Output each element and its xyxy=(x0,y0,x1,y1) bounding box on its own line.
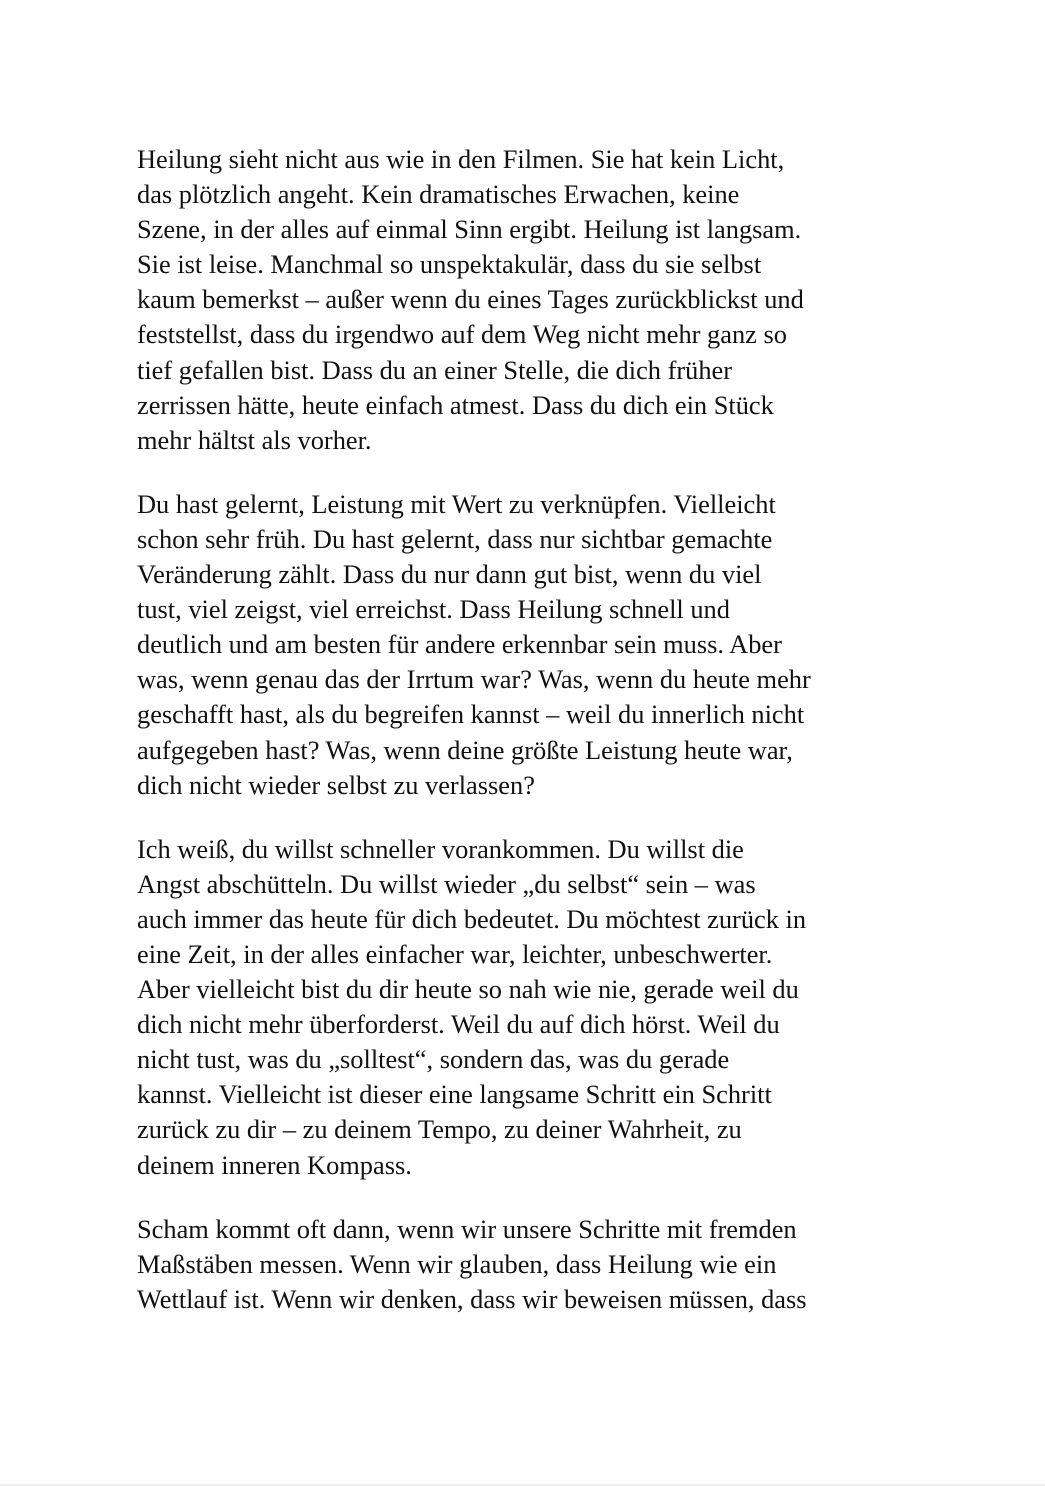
text-line: Ich weiß, du willst schneller vorankommen. Du willst die xyxy=(137,833,744,864)
text-line: feststellst, dass du irgendwo auf dem Weg nicht mehr ganz so xyxy=(137,319,787,350)
text-line: Heilung sieht nicht aus wie in den Filmen. Sie hat kein Licht, xyxy=(137,144,785,174)
text-line: tust, viel zeigst, viel erreichst. Dass Heilung schnell und xyxy=(137,594,730,625)
text-line: deinem inneren Kompass. xyxy=(137,1149,412,1180)
text-line: tief gefallen bist. Dass du an einer Stelle, die dich früher xyxy=(137,354,733,385)
paragraph-3 xyxy=(137,832,927,1183)
text-line: deutlich und am besten für andere erkennbar sein muss. Aber xyxy=(137,629,782,660)
body-text xyxy=(137,142,927,1346)
text-line: das plötzlich angeht. Kein dramatisches Erwachen, keine xyxy=(137,179,740,210)
text-line: eine Zeit, in der alles einfacher war, leichter, unbeschwerter. xyxy=(137,938,773,969)
text-line: Wettlauf ist. Wenn wir denken, dass wir beweisen müssen, dass xyxy=(137,1283,807,1314)
text-line: Scham kommt oft dann, wenn wir unsere Schritte mit fremden xyxy=(137,1213,797,1244)
text-line: aufgegeben hast? Was, wenn deine größte Leistung heute war, xyxy=(137,734,793,765)
text-line: auch immer das heute für dich bedeutet. Du möchtest zurück in xyxy=(137,903,807,934)
text-line: zerrissen hätte, heute einfach atmest. Dass du dich ein Stück xyxy=(137,389,774,420)
text-line: Maßstäben messen. Wenn wir glauben, dass Heilung wie ein xyxy=(137,1248,777,1279)
text-line: dich nicht wieder selbst zu verlassen? xyxy=(137,769,535,800)
text-line: dich nicht mehr überforderst. Weil du auf dich hörst. Weil du xyxy=(137,1009,780,1040)
text-line: zurück zu dir – zu deinem Tempo, zu deiner Wahrheit, zu xyxy=(137,1114,742,1145)
text-line: Aber vielleicht bist du dir heute so nah wie nie, gerade weil du xyxy=(137,974,799,1005)
text-line: Szene, in der alles auf einmal Sinn ergibt. Heilung ist langsam. xyxy=(137,214,802,245)
text-line: nicht tust, was du „solltest“, sondern das, was du gerade xyxy=(137,1044,730,1075)
paragraph-1 xyxy=(137,142,927,458)
paragraph-4 xyxy=(137,1212,927,1317)
text-line: Angst abschütteln. Du willst wieder „du selbst“ sein – was xyxy=(137,868,756,899)
text-line: Sie ist leise. Manchmal so unspektakulär, dass du sie selbst xyxy=(137,249,762,280)
text-line: schon sehr früh. Du hast gelernt, dass nur sichtbar gemachte xyxy=(137,523,773,554)
text-line: kannst. Vielleicht ist dieser eine langsame Schritt ein Schritt xyxy=(137,1079,772,1110)
paragraph-2 xyxy=(137,487,927,803)
text-line: was, wenn genau das der Irrtum war? Was, wenn du heute mehr xyxy=(137,664,811,695)
text-line: Du hast gelernt, Leistung mit Wert zu verknüpfen. Vielleicht xyxy=(137,488,776,519)
text-line: mehr hältst als vorher. xyxy=(137,424,372,455)
text-line: geschafft hast, als du begreifen kannst – weil du innerlich nicht xyxy=(137,699,805,730)
text-line: kaum bemerkst – außer wenn du eines Tages zurückblickst und xyxy=(137,284,804,315)
text-line: Veränderung zählt. Dass du nur dann gut bist, wenn du viel xyxy=(137,559,762,590)
